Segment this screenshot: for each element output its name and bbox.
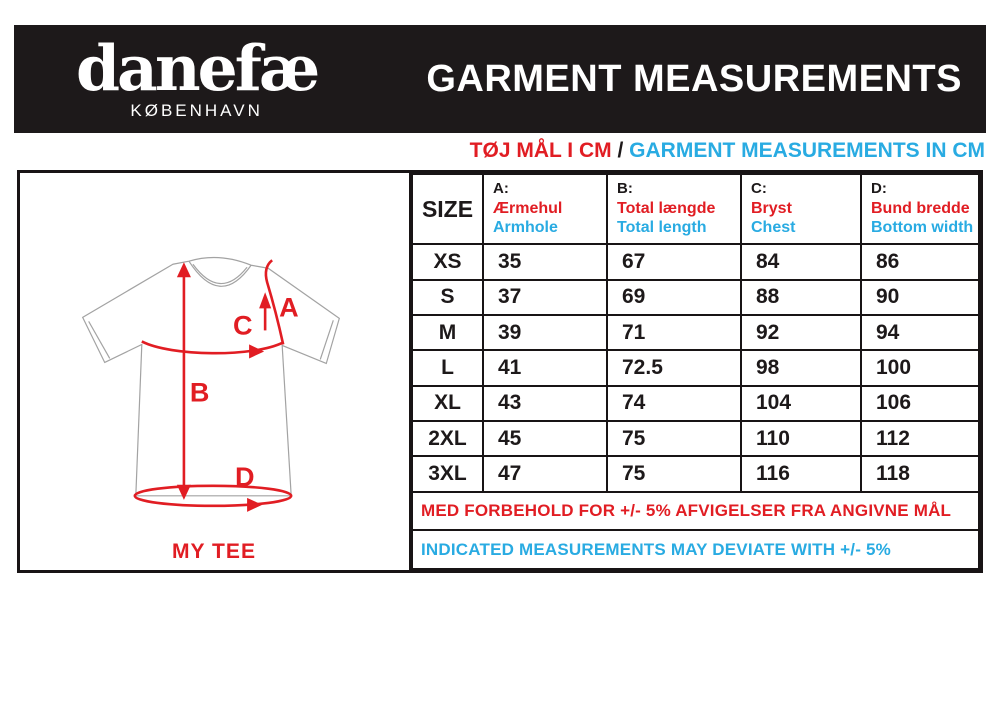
- value-armhole: 39: [483, 315, 607, 350]
- brand-logo: [76, 31, 318, 120]
- size-label: 2XL: [412, 421, 483, 456]
- header-bar: [14, 25, 986, 133]
- value-length: 67: [607, 244, 741, 279]
- value-chest: 116: [741, 456, 861, 491]
- disclaimer-danish-row: [412, 492, 979, 531]
- value-chest: 98: [741, 350, 861, 385]
- table-row: [412, 280, 979, 315]
- size-column-header: SIZE: [412, 174, 483, 244]
- column-danish: Bryst: [751, 199, 792, 217]
- value-armhole: 45: [483, 421, 607, 456]
- size-label: S: [412, 280, 483, 315]
- column-header-b: [607, 174, 741, 244]
- value-chest: 92: [741, 315, 861, 350]
- diagram-panel: [20, 173, 411, 570]
- column-key: C:: [751, 180, 767, 198]
- value-length: 74: [607, 386, 741, 421]
- value-length: 75: [607, 456, 741, 491]
- subtitle: [470, 139, 985, 163]
- value-chest: 110: [741, 421, 861, 456]
- diagram-caption: MY TEE: [171, 539, 256, 563]
- page-title: GARMENT MEASUREMENTS: [426, 57, 962, 100]
- disclaimer-english: INDICATED MEASUREMENTS MAY DEVIATE WITH +/- 5%: [412, 530, 979, 569]
- value-bottom: 106: [861, 386, 979, 421]
- value-bottom: 118: [861, 456, 979, 491]
- tee-outline: [83, 258, 340, 496]
- table-row: [412, 386, 979, 421]
- value-bottom: 100: [861, 350, 979, 385]
- value-chest: 104: [741, 386, 861, 421]
- value-length: 72.5: [607, 350, 741, 385]
- subtitle-separator: /: [617, 139, 624, 162]
- size-label: XS: [412, 244, 483, 279]
- size-label: 3XL: [412, 456, 483, 491]
- column-danish: Total længde: [617, 199, 716, 217]
- brand-logo-wordmark: danefæ: [76, 31, 318, 106]
- value-bottom: 86: [861, 244, 979, 279]
- column-key: D:: [871, 180, 887, 198]
- value-chest: 84: [741, 244, 861, 279]
- measurements-table: [411, 173, 980, 570]
- column-danish: Ærmehul: [493, 199, 563, 217]
- column-english: Chest: [751, 219, 796, 237]
- table-row: [412, 421, 979, 456]
- value-armhole: 41: [483, 350, 607, 385]
- value-length: 71: [607, 315, 741, 350]
- value-length: 69: [607, 280, 741, 315]
- measure-label-d: D: [235, 461, 255, 492]
- disclaimer-english-row: [412, 530, 979, 569]
- table-row: [412, 456, 979, 491]
- column-english: Total length: [617, 219, 707, 237]
- value-bottom: 112: [861, 421, 979, 456]
- brand-logo-city: KØBENHAVN: [130, 100, 263, 120]
- size-label: M: [412, 315, 483, 350]
- column-danish: Bund bredde: [871, 199, 970, 217]
- value-armhole: 37: [483, 280, 607, 315]
- column-english: Armhole: [493, 219, 558, 237]
- table-row: [412, 315, 979, 350]
- tshirt-diagram-icon: [20, 173, 409, 570]
- value-bottom: 94: [861, 315, 979, 350]
- column-header-c: [741, 174, 861, 244]
- disclaimer-danish: MED FORBEHOLD FOR +/- 5% AFVIGELSER FRA ANGIVNE MÅL: [412, 492, 979, 531]
- column-english: Bottom width: [871, 219, 974, 237]
- value-length: 75: [607, 421, 741, 456]
- value-armhole: 35: [483, 244, 607, 279]
- column-header-d: [861, 174, 979, 244]
- value-chest: 88: [741, 280, 861, 315]
- table-header-row: [412, 174, 979, 244]
- subtitle-danish: TØJ MÅL I CM: [469, 139, 612, 162]
- measure-label-c: C: [233, 310, 253, 341]
- column-header-a: [483, 174, 607, 244]
- column-key: A:: [493, 180, 509, 198]
- value-armhole: 47: [483, 456, 607, 491]
- size-label: L: [412, 350, 483, 385]
- value-bottom: 90: [861, 280, 979, 315]
- size-label: XL: [412, 386, 483, 421]
- measure-label-b: B: [189, 377, 210, 408]
- subtitle-english: GARMENT MEASUREMENTS IN CM: [629, 139, 985, 162]
- column-key: B:: [617, 180, 633, 198]
- table-row: [412, 350, 979, 385]
- value-armhole: 43: [483, 386, 607, 421]
- measure-label-a: A: [279, 292, 299, 323]
- table-row: [412, 244, 979, 279]
- content-box: [17, 170, 983, 573]
